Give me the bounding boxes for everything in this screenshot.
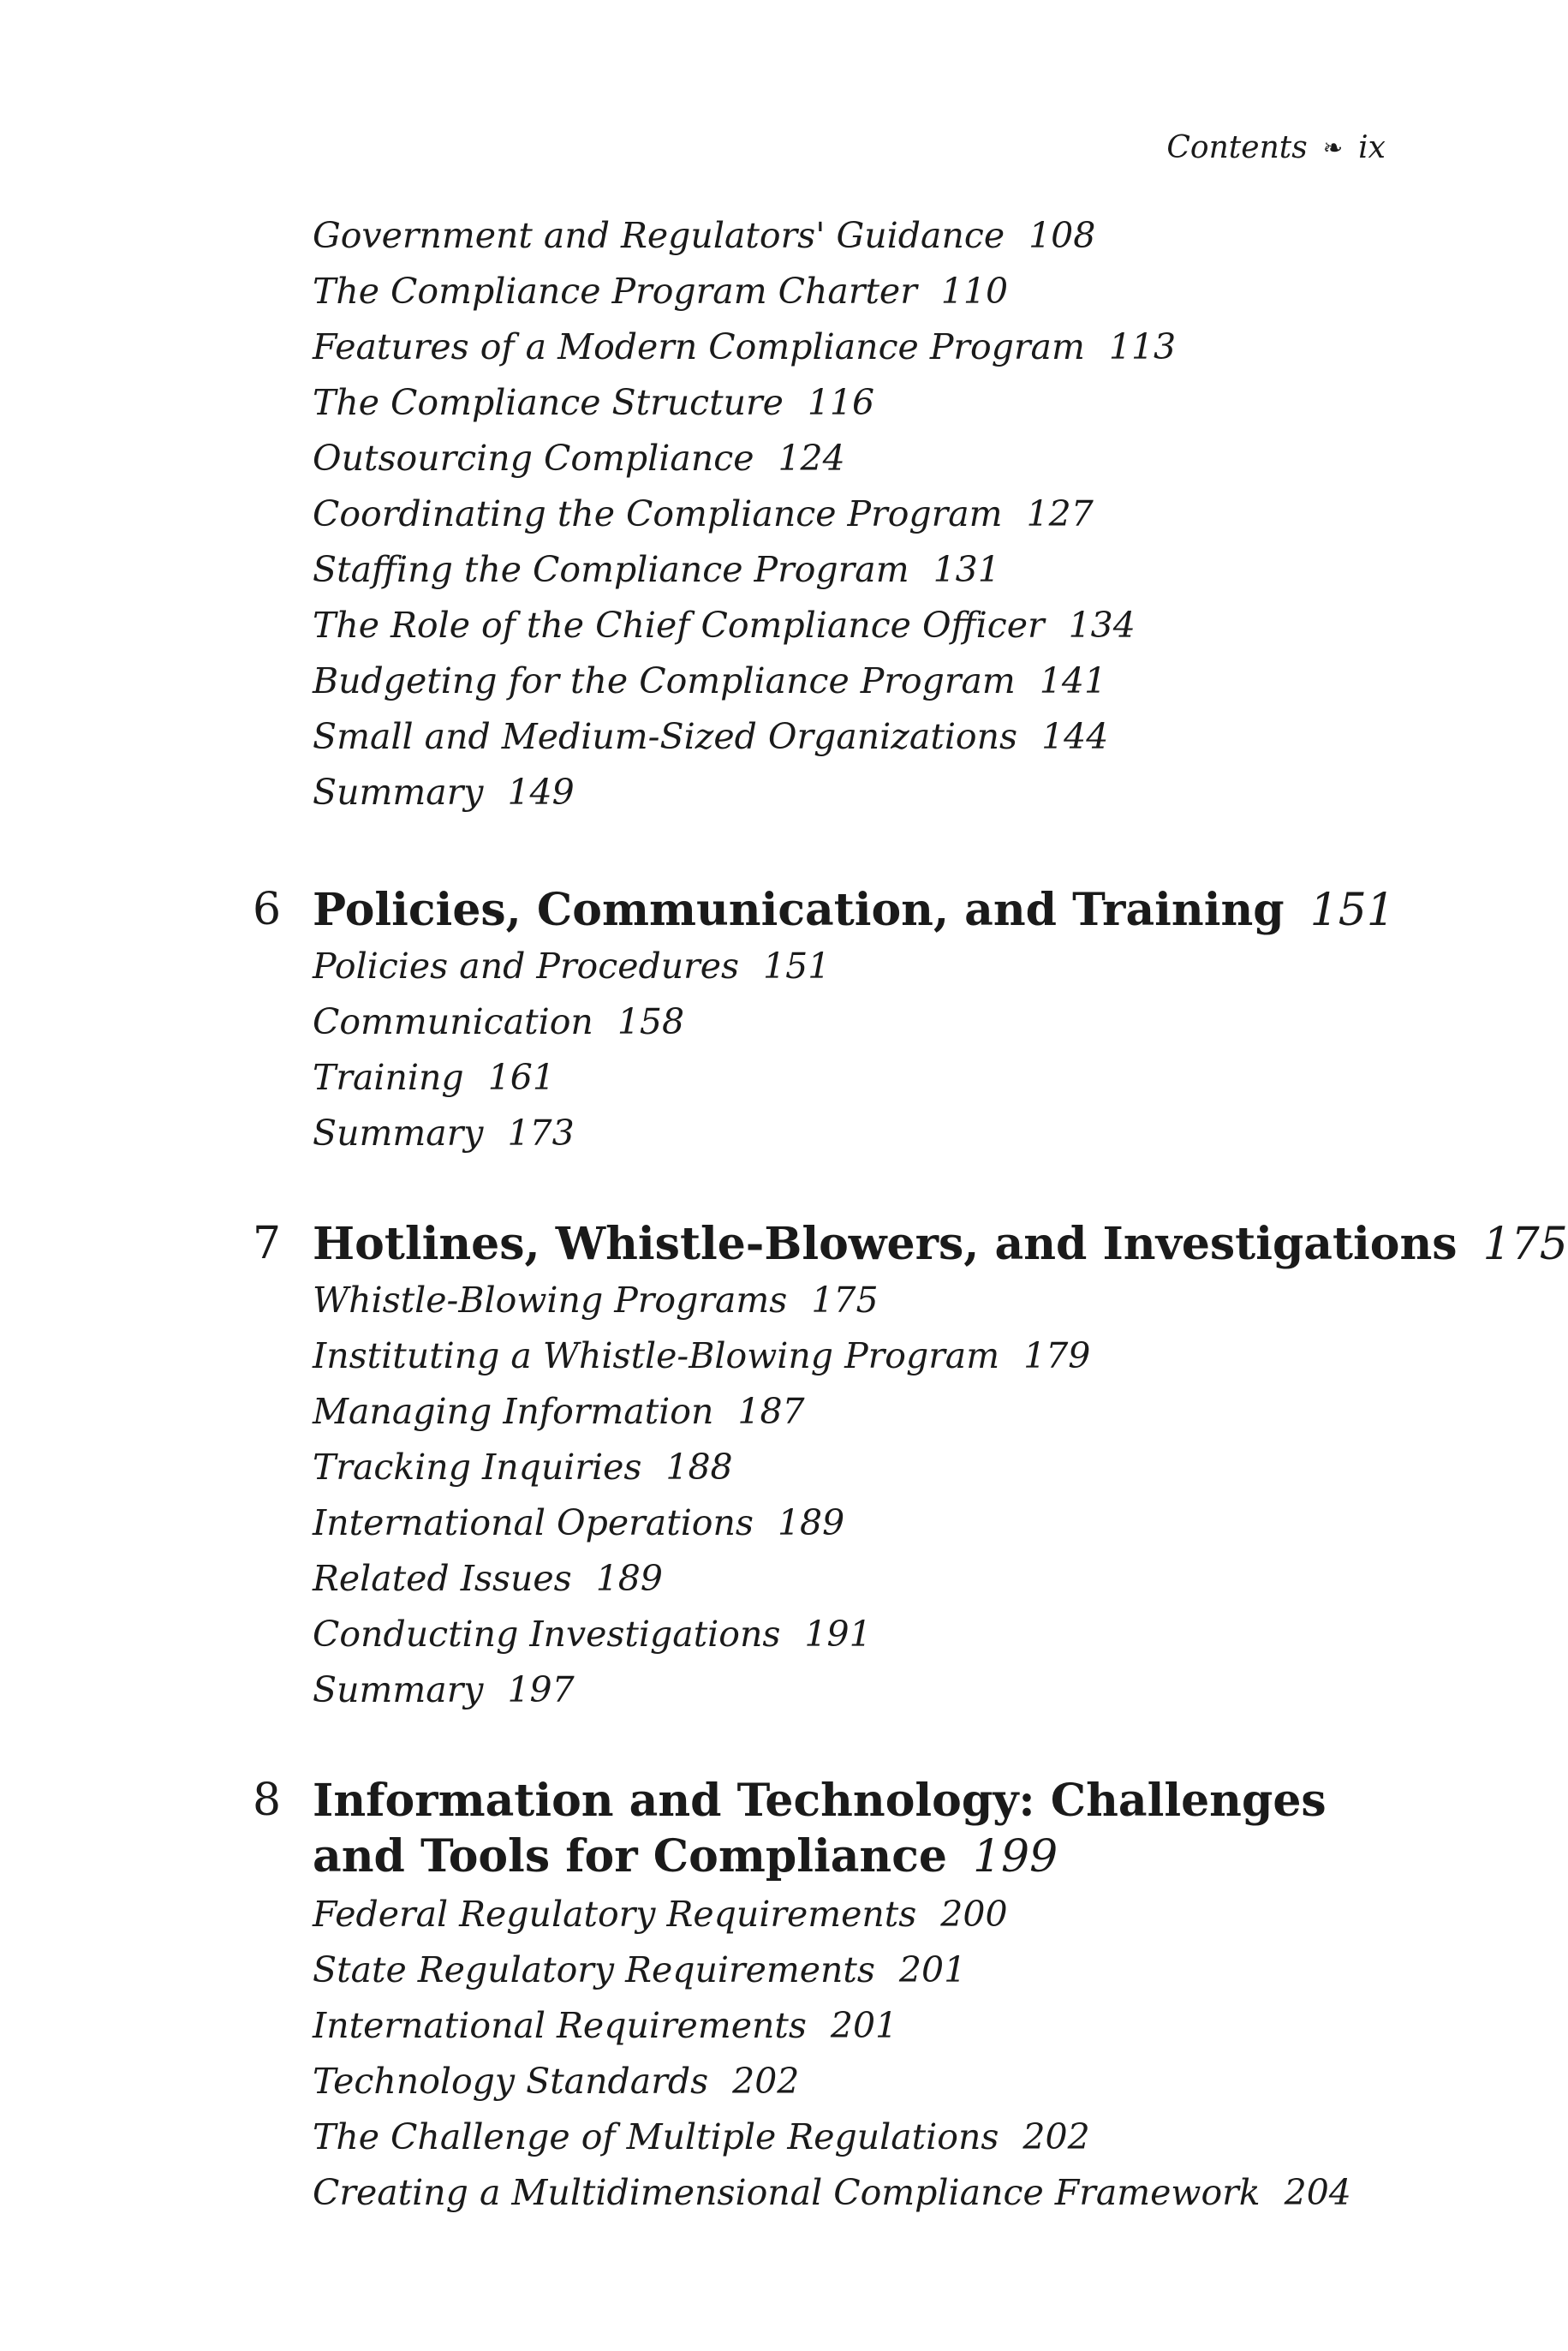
toc-page: 127 (1026, 493, 1094, 534)
toc-entry-title: The Compliance Structure (313, 382, 784, 423)
toc-entry-title: Related Issues (313, 1558, 572, 1599)
toc-entry[interactable] (313, 382, 875, 423)
toc-entry[interactable] (313, 772, 575, 813)
toc-entry-title: The Compliance Program Charter (313, 271, 917, 312)
toc-entry-title: Conducting Investigations (313, 1614, 781, 1655)
toc-page: 187 (737, 1391, 805, 1432)
toc-entry[interactable] (313, 215, 1096, 256)
toc-entry[interactable] (313, 2116, 1090, 2157)
toc-entry-title: Creating a Multidimensional Compliance Framework (313, 2172, 1261, 2213)
toc-entry[interactable] (313, 438, 845, 479)
toc-page: 141 (1039, 660, 1107, 701)
toc-page: 161 (487, 1057, 555, 1098)
toc-page: 197 (507, 1669, 575, 1710)
toc-entry[interactable] (313, 1057, 555, 1098)
toc-page: 110 (940, 271, 1009, 312)
chapter-page: 199 (972, 1831, 1058, 1883)
toc-page: 116 (807, 382, 875, 423)
running-head (1166, 130, 1386, 165)
toc-page: 124 (778, 438, 845, 479)
toc-page: 201 (898, 1949, 967, 1990)
toc-entry-title: Federal Regulatory Requirements (313, 1894, 917, 1935)
toc-entry[interactable] (313, 1949, 967, 1990)
page-number: ix (1358, 130, 1386, 165)
toc-entry-title: Whistle-Blowing Programs (313, 1280, 788, 1321)
toc-entry[interactable] (313, 2172, 1351, 2213)
toc-page: 200 (940, 1894, 1008, 1935)
toc-entry-title: International Requirements (313, 2005, 807, 2046)
toc-entry[interactable] (313, 1335, 1091, 1376)
toc-page: 108 (1028, 215, 1096, 256)
toc-entry-title: Summary (313, 1669, 484, 1710)
toc-entry-title: Summary (313, 1113, 484, 1154)
toc-entry-title: Communication (313, 1001, 593, 1042)
chapter-title: Information and Technology: Challenges (313, 1775, 1327, 1827)
toc-entry-title: Training (313, 1057, 464, 1098)
toc-page: 179 (1023, 1335, 1091, 1376)
running-head-label: Contents (1166, 130, 1308, 165)
toc-page: 134 (1068, 605, 1136, 646)
chapter-title: Hotlines, Whistle-Blowers, and Investigations (313, 1218, 1458, 1270)
toc-entry-title: The Challenge of Multiple Regulations (313, 2116, 999, 2157)
chapter-title: and Tools for Compliance (313, 1830, 947, 1883)
toc-entry-title: Budgeting for the Compliance Program (313, 660, 1016, 701)
toc-entry-title: Instituting a Whistle-Blowing Program (313, 1335, 1000, 1376)
chapter-number: 6 (253, 884, 282, 935)
toc-entry-title: Tracking Inquiries (313, 1447, 642, 1488)
toc-entry[interactable] (313, 660, 1107, 701)
toc-entry[interactable] (313, 271, 1009, 312)
toc-entry[interactable] (313, 549, 1000, 590)
toc-page: 131 (933, 549, 1000, 590)
toc-entry[interactable] (313, 1001, 685, 1042)
toc-entry[interactable] (313, 716, 1109, 757)
toc-page: 188 (665, 1447, 733, 1488)
toc-entry[interactable] (313, 1391, 805, 1432)
toc-page: 113 (1108, 326, 1177, 367)
chapter-page: 151 (1309, 885, 1395, 936)
toc-page: 173 (507, 1113, 575, 1154)
toc-entry-title: Technology Standards (313, 2061, 709, 2102)
toc-entry[interactable] (313, 1669, 575, 1710)
toc-entry-title: The Role of the Chief Compliance Officer (313, 605, 1045, 646)
toc-entry[interactable] (313, 2005, 898, 2046)
toc-entry[interactable] (313, 1280, 879, 1321)
toc-page: 202 (1022, 2116, 1090, 2157)
toc-entry-title: International Operations (313, 1502, 754, 1543)
toc-entry-title: Outsourcing Compliance (313, 438, 754, 479)
toc-entry[interactable] (313, 2061, 800, 2102)
toc-page: 149 (507, 772, 575, 813)
toc-entry[interactable] (313, 1558, 663, 1599)
toc-entry[interactable] (313, 326, 1177, 367)
toc-page: 175 (811, 1280, 879, 1321)
toc-entry-title: Policies and Procedures (313, 946, 740, 987)
toc-page: 202 (732, 2061, 800, 2102)
toc-entry-title: Managing Information (313, 1391, 714, 1432)
toc-entry-title: Staffing the Compliance Program (313, 549, 909, 590)
toc-page: 191 (804, 1614, 872, 1655)
toc-entry[interactable] (313, 1894, 1008, 1935)
toc-page: 201 (830, 2005, 898, 2046)
toc-entry[interactable] (313, 493, 1094, 534)
toc-page: 151 (763, 946, 831, 987)
toc-page: 144 (1041, 716, 1109, 757)
toc-entry[interactable] (313, 946, 831, 987)
toc-entry[interactable] (313, 1614, 872, 1655)
toc-entry-title: Features of a Modern Compliance Program (313, 326, 1085, 367)
toc-page: 189 (777, 1502, 845, 1543)
chapter-number: 7 (253, 1218, 282, 1269)
chapter-title: Policies, Communication, and Training (313, 884, 1285, 936)
chapter-page: 175 (1482, 1219, 1568, 1270)
toc-entry-title: Coordinating the Compliance Program (313, 493, 1003, 534)
toc-page: 204 (1284, 2172, 1351, 2213)
toc-page: 189 (595, 1558, 663, 1599)
fleuron-icon: ❧ (1322, 134, 1344, 162)
toc-entry-title: State Regulatory Requirements (313, 1949, 875, 1990)
toc-entry-title: Summary (313, 772, 484, 813)
toc-page: 158 (617, 1001, 685, 1042)
toc-entry-title: Government and Regulators' Guidance (313, 215, 1005, 256)
toc-entry[interactable] (313, 1447, 733, 1488)
toc-entry[interactable] (313, 1113, 575, 1154)
toc-entry[interactable] (313, 1502, 845, 1543)
chapter-number: 8 (253, 1775, 282, 1826)
toc-entry-title: Small and Medium-Sized Organizations (313, 716, 1018, 757)
toc-entry[interactable] (313, 605, 1136, 646)
